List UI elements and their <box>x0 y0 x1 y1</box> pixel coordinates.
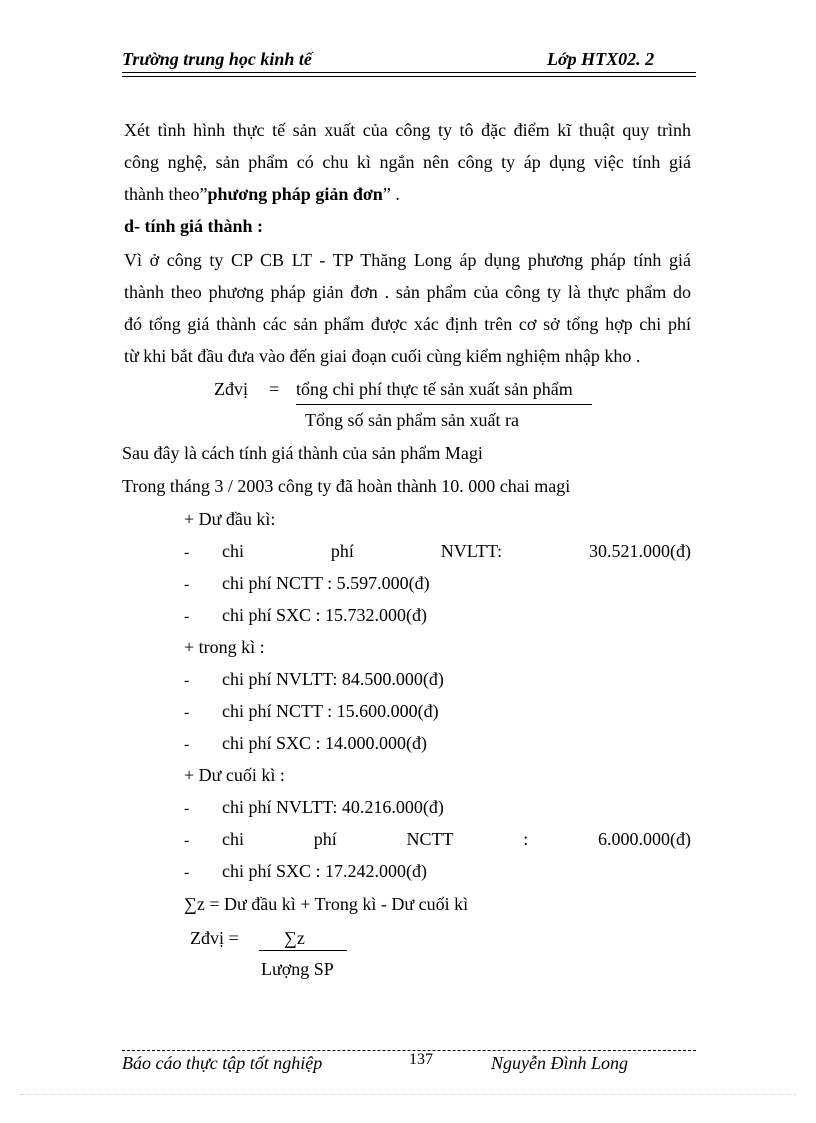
month-line: Trong tháng 3 / 2003 công ty đã hoàn thành 10. 000 chai magi <box>122 476 571 496</box>
header-rule-bottom <box>122 76 696 77</box>
cost-item: chi phí SXC : 17.242.000(đ) <box>222 861 427 881</box>
cost-item-part: NVLTT: <box>440 541 503 561</box>
section-line-1: Vì ở công ty CP CB LT - TP Thăng Long áp dụng phương pháp tính giá <box>124 250 691 270</box>
cost-item: chi phí NVLTT: 84.500.000(đ) <box>222 669 444 689</box>
bullet-dash: - <box>184 832 190 849</box>
intro-line-3-suffix: ” . <box>382 184 400 204</box>
cost-item-part: chi <box>222 541 244 561</box>
cost-item-part: chi <box>222 829 244 849</box>
cost-item: chi phí NCTT : 5.597.000(đ) <box>222 573 430 593</box>
intro-line-1: Xét tình hình thực tế sản xuất của công ty tô đặc điểm kĩ thuật quy trình <box>124 120 691 140</box>
intro-line-2: công nghệ, sản phẩm có chu kì ngắn nên công ty áp dụng việc tính giá <box>124 152 691 172</box>
formula1-equals: = <box>269 379 280 399</box>
cost-item-part: NCTT <box>406 829 454 849</box>
cost-item <box>222 541 691 562</box>
formula1-denominator: Tổng số sản phẩm sản xuất ra <box>305 410 519 430</box>
formula2-numerator: ∑z <box>284 928 305 948</box>
section-line-4: từ khi bắt đầu đưa vào đến giai đoạn cuối cùng kiểm nghiệm nhập kho . <box>124 346 641 366</box>
intro-method-name: phương pháp giản đơn <box>207 184 383 204</box>
group-title: + trong kì : <box>184 637 265 657</box>
page-bottom-border <box>20 1094 796 1095</box>
cost-item-part: phí <box>330 541 354 561</box>
footer-author: Nguyễn Đình Long <box>491 1053 628 1073</box>
calc-intro-line: Sau đây là cách tính giá thành của sản phẩm Magi <box>122 443 483 463</box>
cost-item: chi phí NCTT : 15.600.000(đ) <box>222 701 439 721</box>
cost-item-part: phí <box>313 829 337 849</box>
bullet-dash: - <box>184 736 190 753</box>
bullet-dash: - <box>184 608 190 625</box>
header-school: Trường trung học kinh tế <box>122 49 312 69</box>
cost-item-part: 6.000.000(đ) <box>597 829 691 849</box>
formula2-fraction-bar <box>259 950 347 951</box>
page-number: 137 <box>409 1051 433 1068</box>
bullet-dash: - <box>184 672 190 689</box>
cost-item: chi phí SXC : 15.732.000(đ) <box>222 605 427 625</box>
cost-item-part: : <box>523 829 529 849</box>
formula2-lhs: Zđvị = <box>190 928 239 948</box>
cost-item: chi phí SXC : 14.000.000(đ) <box>222 733 427 753</box>
bullet-dash: - <box>184 576 190 593</box>
section-line-2: thành theo phương pháp giản đơn . sản phẩm của công ty là thực phẩm do <box>124 282 691 302</box>
formula1-fraction-bar <box>296 404 592 405</box>
section-heading: d- tính giá thành : <box>124 216 264 236</box>
section-line-3: đó tổng giá thành các sản phẩm được xác định trên cơ sở tổng hợp chi phí <box>124 314 691 334</box>
header-class: Lớp HTX02. 2 <box>547 49 655 69</box>
footer-report-title: Báo cáo thực tập tốt nghiệp <box>122 1053 323 1073</box>
formula1-numerator: tổng chi phí thực tế sản xuất sản phẩm <box>296 379 573 399</box>
sum-formula: ∑z = Dư đầu kì + Trong kì - Dư cuối kì <box>184 894 469 914</box>
group-title: + Dư đầu kì: <box>184 509 276 529</box>
header-rule-top <box>122 72 696 73</box>
group-title: + Dư cuối kì : <box>184 765 285 785</box>
intro-line-3-prefix: thành theo” <box>124 184 208 204</box>
intro-line-3 <box>124 184 400 205</box>
bullet-dash: - <box>184 544 190 561</box>
bullet-dash: - <box>184 864 190 881</box>
bullet-dash: - <box>184 704 190 721</box>
cost-item: chi phí NVLTT: 40.216.000(đ) <box>222 797 444 817</box>
formula1-lhs: Zđvị <box>214 379 248 399</box>
cost-item-part: 30.521.000(đ) <box>588 541 691 561</box>
bullet-dash: - <box>184 800 190 817</box>
cost-item <box>222 829 691 850</box>
formula2-denominator: Lượng SP <box>261 959 334 979</box>
